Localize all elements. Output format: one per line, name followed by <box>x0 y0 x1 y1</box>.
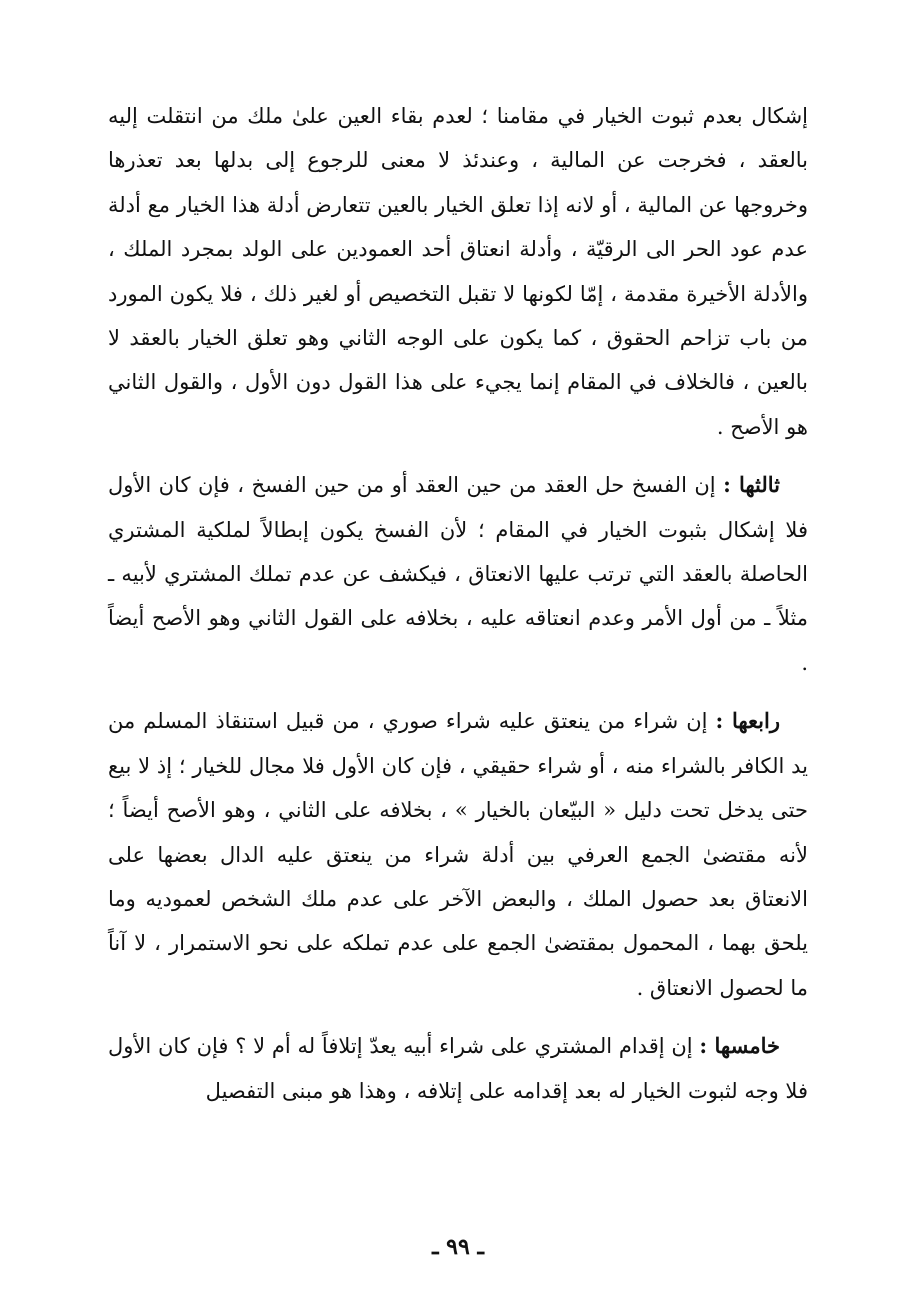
paragraph-3-text: إن شراء من ينعتق عليه شراء صوري ، من قبيل استنقاذ المسلم من يد الكافر بالشراء منه ، أو شراء حقيقي ، فإن كان الأول فلا مجال للخيار ؛ إذ لا بيع حتى يدخل تحت دليل « البيّعان بالخيار » ، بخلافه على الثاني ، وهو الأصح أيضاً ؛ لأنه مقتضىٰ الجمع العرفي بين أدلة شراء من ينعتق عليه الدال بعضها على الانعتاق بعد حصول الملك ، والبعض الآخر على عدم ملك الشخص لعموديه وما يلحق بهما ، المحمول بمقتضىٰ الجمع على عدم تملكه على نحو الاستمرار ، لا آناً ما لحصول الانعتاق . <box>108 709 808 1000</box>
paragraph-2-text: إن الفسخ حل العقد من حين العقد أو من حين الفسخ ، فإن كان الأول فلا إشكال بثبوت الخيار في المقام ؛ لأن الفسخ يكون إبطالاً لملكية المشتري الحاصلة بالعقد التي ترتب عليها الانعتاق ، فيكشف عن عدم تملك المشتري لأبيه ـ مثلاً ـ من أول الأمر وعدم انعتاقه عليه ، بخلافه على القول الثاني وهو الأصح أيضاً . <box>108 473 808 675</box>
paragraph-3-lead: رابعها : <box>715 708 780 734</box>
paragraph-4 <box>108 1024 808 1113</box>
paragraph-4-lead: خامسها : <box>699 1033 780 1059</box>
paragraph-1-text: إشكال بعدم ثبوت الخيار في مقامنا ؛ لعدم بقاء العين علىٰ ملك من انتقلت إليه بالعقد ، فخرجت عن المالية ، وعندئذ لا معنى للرجوع إلى بدلها بعد تعذرها وخروجها عن المالية ، أو لانه إذا تعلق الخيار بالعين تتعارض أدلة هذا الخيار مع أدلة عدم عود الحر الى الرقيّة ، وأدلة انعتاق أحد العمودين على الولد بمجرد الملك ، والأدلة الأخيرة مقدمة ، إمّا لكونها لا تقبل التخصيص أو لغير ذلك ، فلا يكون المورد من باب تزاحم الحقوق ، كما يكون على الوجه الثاني وهو تعلق الخيار بالعقد لا بالعين ، فالخلاف في المقام إنما يجيء على هذا القول دون الأول ، والقول الثاني هو الأصح . <box>108 104 808 439</box>
paragraph-2-lead: ثالثها : <box>723 472 780 498</box>
paragraph-2 <box>108 463 808 685</box>
paragraph-4-text: إن إقدام المشتري على شراء أبيه يعدّ إتلافاً له أم لا ؟ فإن كان الأول فلا وجه لثبوت الخيار له بعد إقدامه على إتلافه ، وهذا هو مبنى التفصيل <box>108 1034 808 1103</box>
body-text <box>108 94 808 1113</box>
page-number: ـ ٩٩ ـ <box>432 1234 484 1260</box>
paragraph-1 <box>108 94 808 449</box>
paragraph-3 <box>108 699 808 1010</box>
